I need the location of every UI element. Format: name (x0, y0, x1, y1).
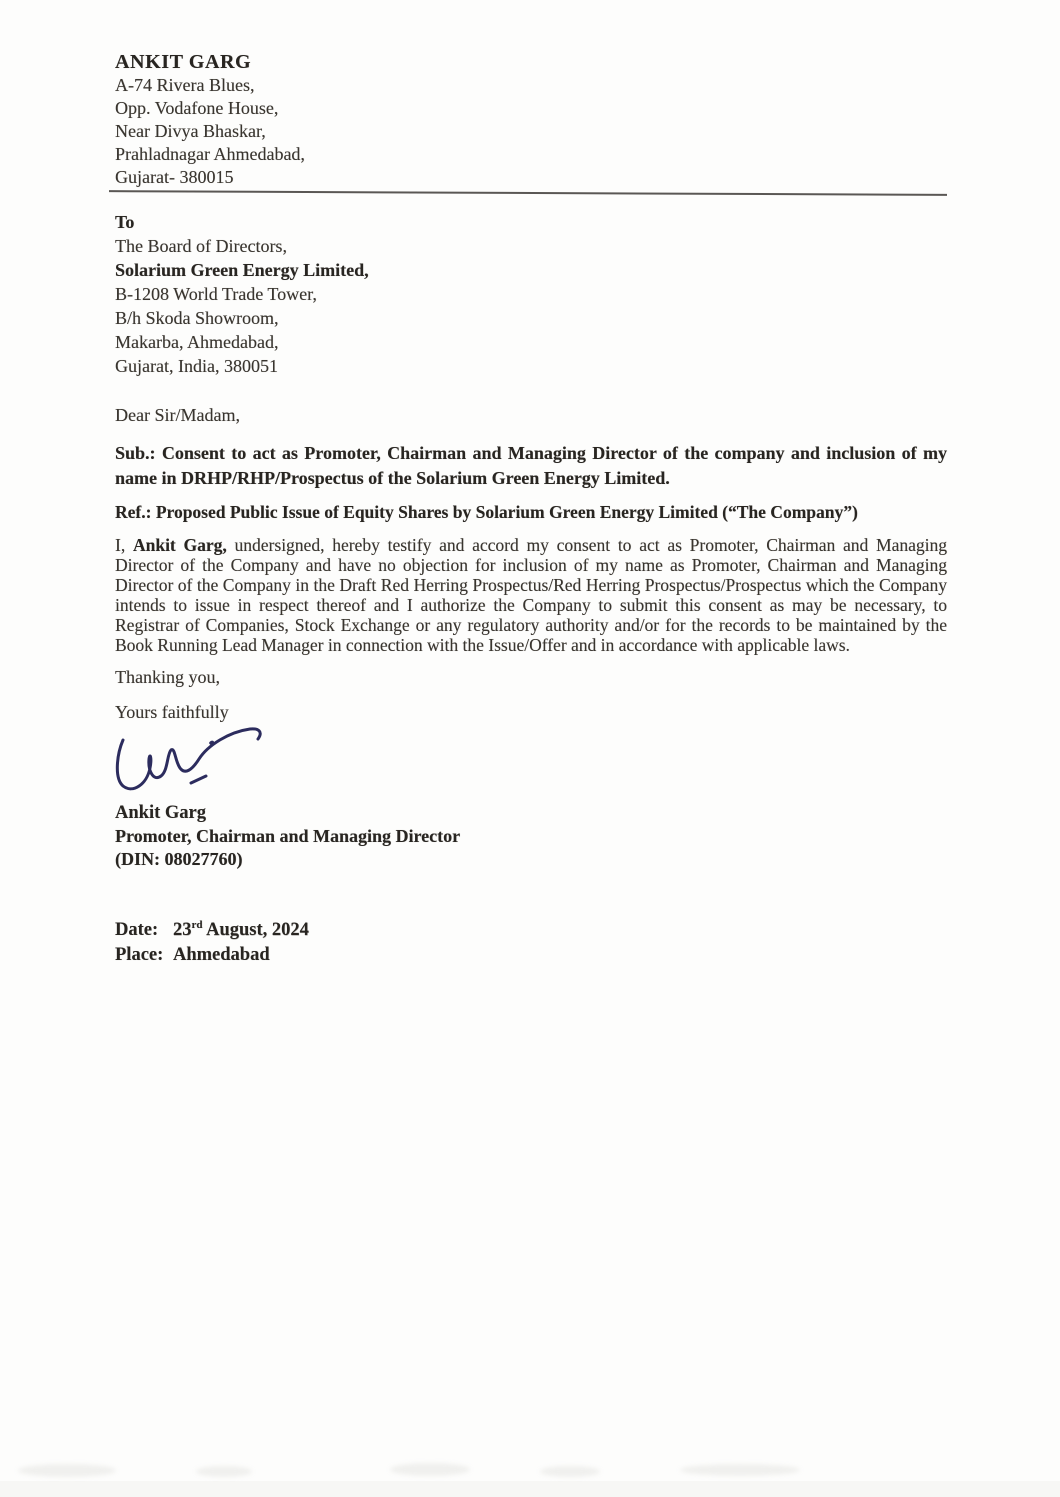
body-paragraph (115, 535, 947, 655)
date-rest: August, 2024 (202, 920, 309, 941)
closing-thanks: Thanking you, (115, 667, 220, 687)
subject-label: Sub.: (115, 443, 156, 463)
scan-smudge (18, 1464, 116, 1477)
body-prefix: I, (115, 535, 133, 555)
header-divider (109, 190, 947, 196)
recipient-company: Solarium Green Energy Limited, (115, 260, 369, 280)
scan-smudge (390, 1463, 470, 1476)
handwritten-signature (115, 726, 947, 802)
scan-smudge (196, 1466, 252, 1477)
reference-text: Proposed Public Issue of Equity Shares by Solarium Green Energy Limited (“The Company”) (155, 502, 858, 522)
closing-faithfully: Yours faithfully (115, 702, 229, 722)
body-signatory-name: Ankit Garg, (132, 535, 227, 555)
body-text: undersigned, hereby testify and accord my consent to act as Promoter, Chairman and Managing Director of the Company and have no objection for inclusion of my name as Promoter, Chairman and Managing Director of the Company in the Draft Red Herring Prospectus/Red Herring Prospectus/Prospectus which the Company intends to issue in respect thereof and I authorize the Company to submit this consent as may be necessary, to Registrar of Companies, Stock Exchange or any regulatory authority and/or for the records to be maintained by the Book Running Lead Manager in connection with the Issue/Offer and in accordance with applicable laws. (115, 535, 947, 655)
sender-address-line: A-74 Rivera Blues, (115, 75, 255, 95)
sender-address-line: Prahladnagar Ahmedabad, (115, 144, 305, 164)
recipient-address-line: B/h Skoda Showroom, (115, 308, 279, 328)
sender-address-line: Gujarat- 380015 (115, 167, 234, 187)
date-ordinal: rd (191, 919, 203, 931)
recipient-line: The Board of Directors, (115, 236, 287, 256)
scan-smudge (680, 1464, 800, 1476)
reference-label: Ref.: (115, 502, 152, 522)
subject-text: Consent to act as Promoter, Chairman and Managing Director of the company and inclusion of my name in DRHP/RHP/Prospectus of the Solarium Green Energy Limited. (115, 443, 947, 488)
signatory-block (115, 802, 947, 871)
recipient-label: To (115, 212, 135, 232)
signatory-din: (DIN: 08027760) (115, 849, 243, 869)
signatory-name: Ankit Garg (115, 803, 206, 823)
place-label: Place: (115, 945, 164, 966)
sender-address-line: Near Divya Bhaskar, (115, 121, 266, 141)
date-label: Date: (115, 920, 159, 941)
recipient-address-line: Makarba, Ahmedabad, (115, 332, 279, 352)
signatory-title: Promoter, Chairman and Managing Director (115, 826, 461, 846)
place-row (115, 943, 947, 968)
place-value: Ahmedabad (173, 945, 270, 966)
recipient-block (115, 210, 947, 378)
sender-name: ANKIT GARG (115, 51, 252, 73)
recipient-address-line: B-1208 World Trade Tower, (115, 284, 317, 304)
scan-smudge (540, 1466, 600, 1477)
date-row (115, 913, 947, 943)
recipient-address-line: Gujarat, India, 380051 (115, 356, 278, 376)
scan-edge-strip (0, 1481, 1060, 1497)
signature-scribble-icon (107, 726, 297, 802)
date-place-block (115, 913, 947, 968)
sender-address-line: Opp. Vodafone House, (115, 98, 279, 118)
date-day: 23 (173, 920, 192, 941)
letter-content (115, 50, 947, 968)
sender-block (115, 50, 947, 189)
salutation: Dear Sir/Madam, (115, 405, 240, 425)
subject-line (115, 441, 947, 491)
reference-line (115, 500, 947, 525)
